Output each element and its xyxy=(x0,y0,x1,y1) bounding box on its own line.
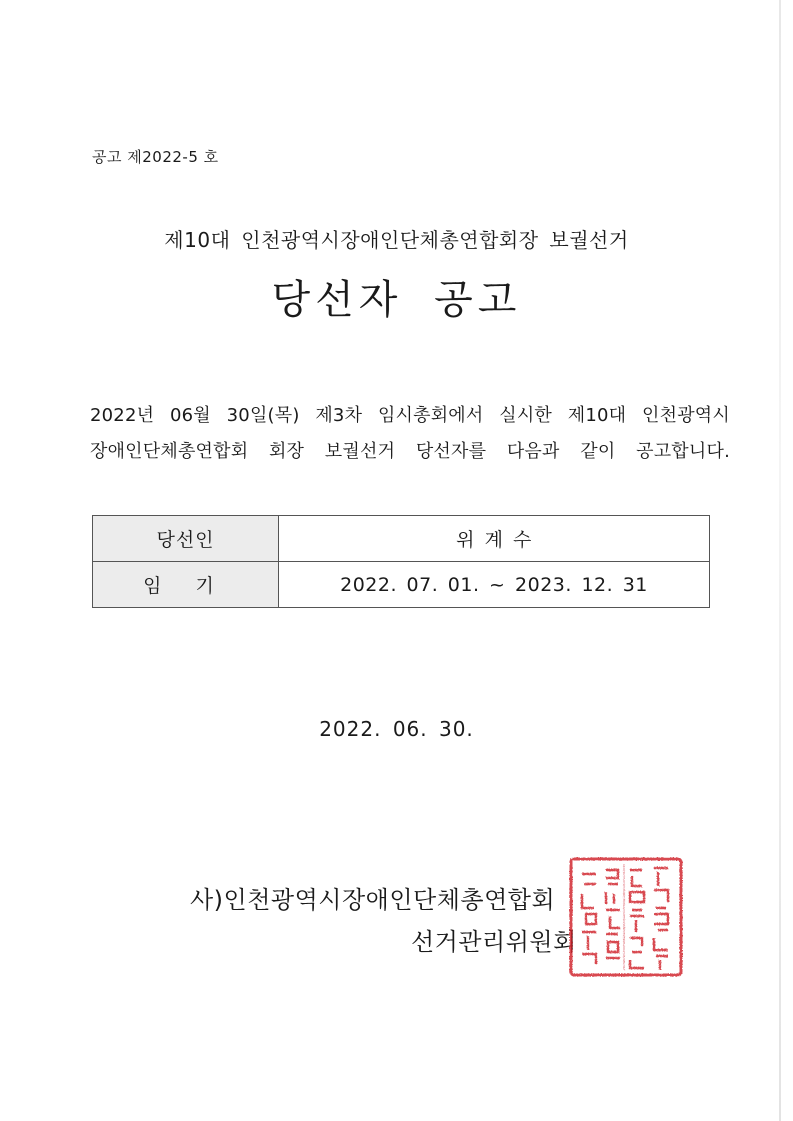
election-subtitle: 제10대 인천광역시장애인단체총연합회장 보궐선거 xyxy=(164,228,629,252)
document-title: 당선자 공고 xyxy=(271,277,522,323)
scan-edge-artifact xyxy=(779,0,781,1121)
term-label: 임 기 xyxy=(93,562,279,608)
winner-info-table xyxy=(92,515,710,608)
winner-name: 위 계 수 xyxy=(279,516,710,562)
official-seal-stamp xyxy=(566,854,686,980)
table-row xyxy=(93,562,710,608)
announcement-body xyxy=(90,398,730,470)
body-line-1: 2022년 06월 30일(목) 제3차 임시총회에서 실시한 제10대 인천광역시 xyxy=(90,405,730,426)
body-line-2: 장애인단체총연합회 회장 보궐선거 당선자를 다음과 같이 공고합니다. xyxy=(90,441,730,462)
committee-name: 선거관리위원회 xyxy=(411,928,577,956)
organization-name: 사)인천광역시장애인단체총연합회 xyxy=(190,886,556,914)
winner-label: 당선인 xyxy=(93,516,279,562)
announcement-date: 2022. 06. 30. xyxy=(319,717,474,741)
notice-number: 공고 제2022-5 호 xyxy=(92,148,219,166)
term-period: 2022. 07. 01. ~ 2023. 12. 31 xyxy=(279,562,710,608)
table-row xyxy=(93,516,710,562)
